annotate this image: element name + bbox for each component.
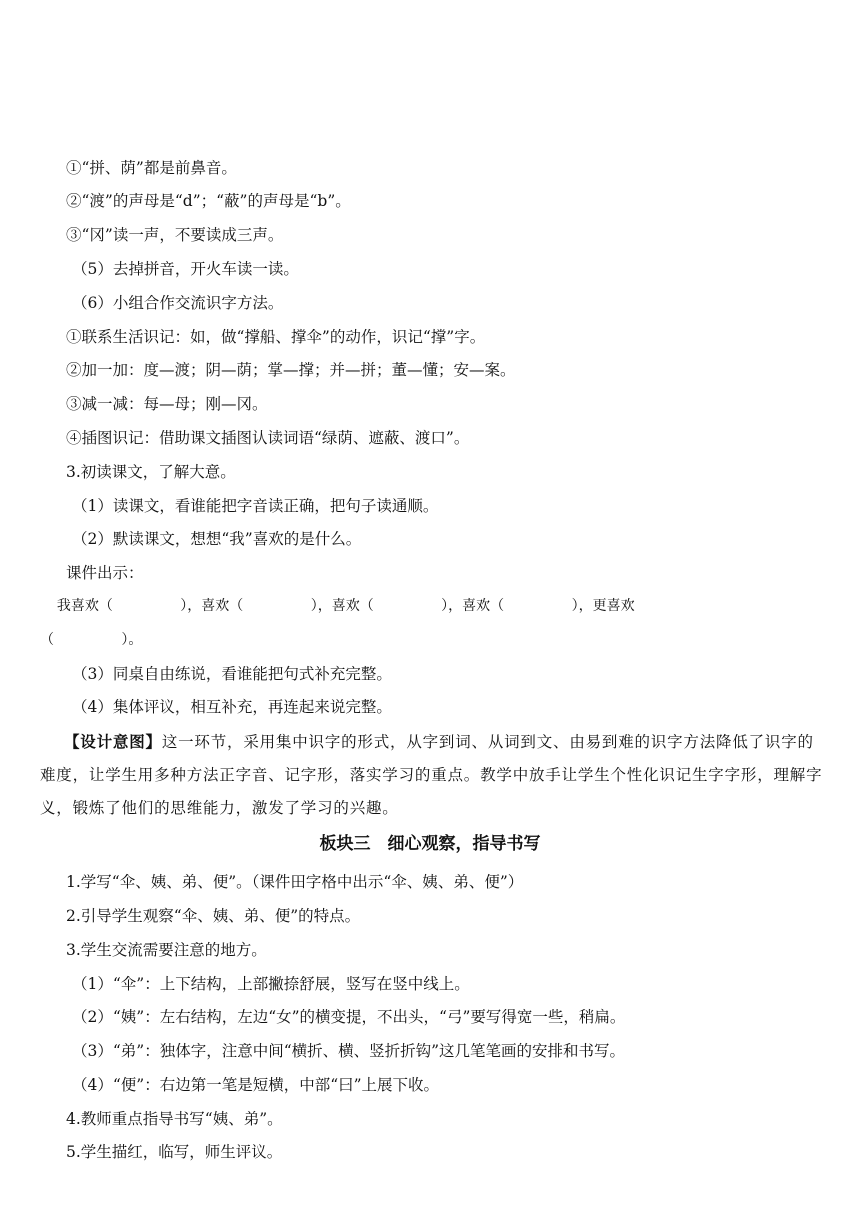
text-line: ④插图识记：借助课文插图认读词语“绿荫、遮蔽、渡口”。	[66, 429, 470, 447]
text-line: 5.学生描红，临写，师生评议。	[66, 1143, 283, 1161]
text-line: （4）集体评议，相互补充，再连起来说完整。	[72, 698, 392, 716]
text-line: （3）“弟”：独体字，注意中间“横折、横、竖折折钩”这几笔笔画的安排和书写。	[72, 1042, 626, 1060]
fill-in-line: 我喜欢（ ），喜欢（ ），喜欢（ ），喜欢（ ），更喜欢	[40, 598, 635, 614]
text-line: （4）“便”：右边第一笔是短横，中部“曰”上展下收。	[72, 1076, 440, 1094]
text-line: ③减一减：每—母；刚—冈。	[66, 395, 268, 413]
text-line: ②“渡”的声母是“d”；“蔽”的声母是“b”。	[66, 192, 351, 210]
text-line: 3.初读课文，了解大意。	[66, 463, 236, 481]
text-line: 课件出示：	[66, 564, 144, 582]
text-line: ①“拼、荫”都是前鼻音。	[66, 159, 237, 177]
text-line: （3）同桌自由练说，看谁能把句式补充完整。	[72, 665, 392, 683]
text-line: ③“冈”读一声，不要读成三声。	[66, 226, 284, 244]
text-line: （1）“伞”：上下结构，上部撇捺舒展，竖写在竖中线上。	[72, 975, 470, 993]
text-line: 4.教师重点指导书写“姨、弟”。	[66, 1110, 283, 1128]
section-heading: 板块三 细心观察，指导书写	[319, 834, 541, 854]
text-line: （2）默读课文，想想“我”喜欢的是什么。	[72, 530, 362, 548]
text-line: 2.引导学生观察“伞、姨、弟、便”的特点。	[66, 907, 361, 925]
fill-in-line: （ ）。	[40, 632, 143, 648]
text-line: （6）小组合作交流识字方法。	[72, 294, 284, 312]
text-line: 1.学写“伞、姨、弟、便”。（课件田字格中出示“伞、姨、弟、便”）	[66, 873, 524, 891]
design-intent-text: 这一环节，采用集中识字的形式，从字到词、从词到文、由易到难的识字方法降低了识字的难度，让学生用多种方法正字音、记字形，落实学习的重点。教学中放手让学生个性化识记生字字形，理解字义，锻炼了他们的思维能力，激发了学习的兴趣。	[40, 733, 823, 817]
text-line: （5）去掉拼音，开火车读一读。	[72, 260, 299, 278]
design-intent-label: 【设计意图】	[64, 733, 162, 751]
text-line: 3.学生交流需要注意的地方。	[66, 941, 267, 959]
design-intent-paragraph	[40, 726, 830, 825]
text-line: ②加一加：度—渡；阴—荫；掌—撑；并—拼；董—懂；安—案。	[66, 361, 516, 379]
text-line: （2）“姨”：左右结构，左边“女”的横变提，不出头，“弓”要写得宽一些，稍扁。	[72, 1008, 626, 1026]
text-line: ①联系生活识记：如，做“撑船、撑伞”的动作，识记“撑”字。	[66, 328, 486, 346]
text-line: （1）读课文，看谁能把字音读正确，把句子读通顺。	[72, 497, 439, 515]
